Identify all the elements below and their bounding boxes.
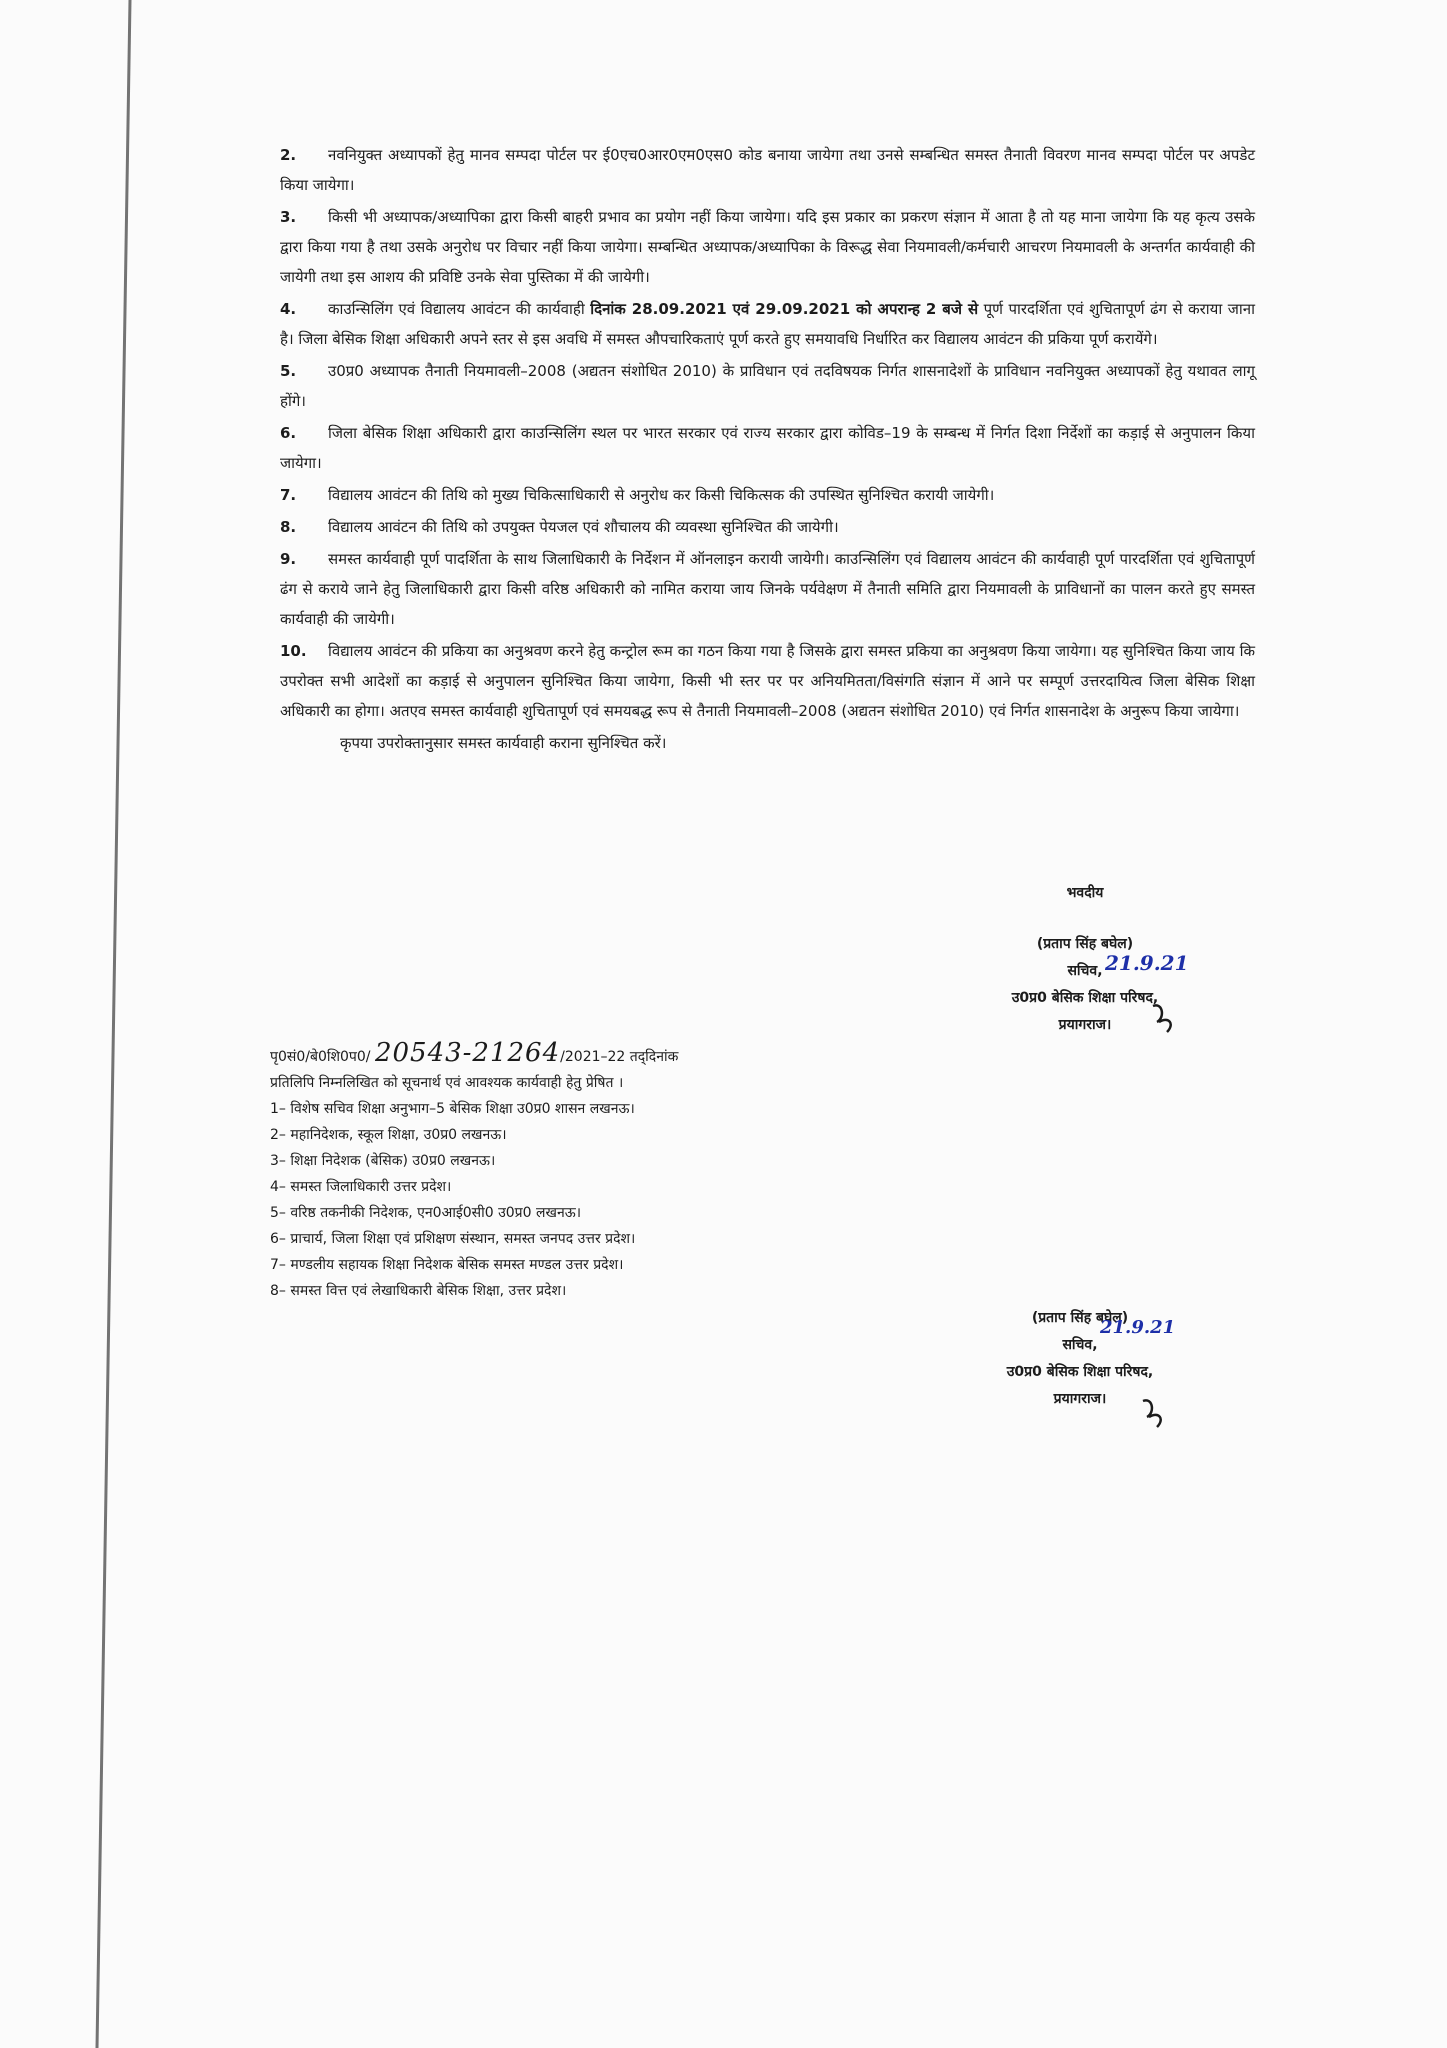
initials-signature	[1145, 998, 1185, 1038]
paragraph-number: 8.	[280, 518, 297, 536]
paragraph-text: जिला बेसिक शिक्षा अधिकारी द्वारा काउन्सिलिंग स्थल पर भारत सरकार एवं राज्य सरकार द्वारा कोविड–19 के सम्बन्ध में निर्गत दिशा निर्देशों का कड़ाई से अनुपालन किया जायेगा।	[280, 424, 1255, 472]
paragraph-10	[280, 636, 1255, 726]
paragraph-2	[280, 140, 1255, 200]
reference-and-copy-block	[270, 1040, 920, 1304]
copy-to-item: 6– प्राचार्य, जिला शिक्षा एवं प्रशिक्षण संस्थान, समस्त जनपद उत्तर प्रदेश।	[270, 1231, 636, 1247]
copy-to-item: 4– समस्त जिलाधिकारी उत्तर प्रदेश।	[270, 1179, 452, 1195]
reference-line	[270, 1040, 920, 1070]
signatory-office: उ0प्र0 बेसिक शिक्षा परिषद,	[1011, 990, 1159, 1006]
copy-to-item: 1– विशेष सचिव शिक्षा अनुभाग–5 बेसिक शिक्षा उ0प्र0 शासन लखनऊ।	[270, 1101, 635, 1117]
copy-to-item: 8– समस्त वित्त एवं लेखाधिकारी बेसिक शिक्षा, उत्तर प्रदेश।	[270, 1283, 567, 1299]
signatory-name: (प्रताप सिंह बघेल)	[1036, 936, 1134, 952]
signatory-city: प्रयागराज।	[1058, 1017, 1112, 1033]
signature-block-primary	[955, 880, 1215, 1039]
paragraph-text: विद्यालय आवंटन की तिथि को मुख्य चिकित्साधिकारी से अनुरोध कर किसी चिकित्सक की उपस्थित सुनिश्चित करायी जायेगी।	[328, 486, 995, 504]
paragraph-number: 5.	[280, 362, 297, 380]
paragraph-6	[280, 418, 1255, 478]
paragraph-number: 7.	[280, 486, 297, 504]
initials-signature	[1135, 1393, 1175, 1433]
reference-number-handwritten: 20543-21264	[374, 1038, 561, 1068]
salutation: भवदीय	[1066, 885, 1104, 901]
paragraph-7	[280, 480, 1255, 510]
paragraph-date-emphasis: दिनांक 28.09.2021 एवं 29.09.2021 को अपरान्ह 2 बजे से	[590, 300, 979, 318]
copy-to-item: 7– मण्डलीय सहायक शिक्षा निदेशक बेसिक समस्त मण्डल उत्तर प्रदेश।	[270, 1257, 624, 1273]
paragraph-number: 10.	[280, 642, 307, 660]
signatory-city: प्रयागराज।	[1053, 1391, 1107, 1407]
paragraph-text: किसी भी अध्यापक/अध्यापिका द्वारा किसी बाहरी प्रभाव का प्रयोग नहीं किया जायेगा। यदि इस प्रकार का प्रकरण संज्ञान में आता है तो यह माना जायेगा कि यह कृत्य उसके द्वारा किया गया है तथा उसके अनुरोध पर विचार नहीं किया जायेगा। सम्बन्धित अध्यापक/अध्यापिका के विरूद्ध सेवा नियमावली/कर्मचारी आचरण नियमावली के अन्तर्गत कार्यवाही की जायेगी तथा इस आशय की प्रविष्टि उनके सेवा पुस्तिका में की जायेगी।	[280, 208, 1255, 286]
reference-suffix: /2021–22 तद्‌दिनांक	[560, 1049, 679, 1065]
copy-to-item: 3– शिक्षा निदेशक (बेसिक) उ0प्र0 लखनऊ।	[270, 1153, 496, 1169]
letter-body	[280, 140, 1255, 760]
handwritten-date: 21.9.21	[1105, 951, 1189, 975]
paragraph-text: काउन्सिलिंग एवं विद्यालय आवंटन की कार्यवाही	[328, 300, 591, 318]
paragraph-3	[280, 202, 1255, 292]
paragraph-number: 9.	[280, 550, 297, 568]
paragraph-5	[280, 356, 1255, 416]
paragraph-text: विद्यालय आवंटन की प्रकिया का अनुश्रवण करने हेतु कन्ट्रोल रूम का गठन किया गया है जिसके द्वारा समस्त प्रकिया का अनुश्रवण किया जायेगा। यह सुनिश्चित किया जाय कि उपरोक्त सभी आदेशों का कड़ाई से अनुपालन सुनिश्चित किया जायेगा, किसी भी स्तर पर पर अनियमितता/विसंगति संज्ञान में आने पर सम्पूर्ण उत्तरदायित्व जिला बेसिक शिक्षा अधिकारी का होगा। अतएव समस्त कार्यवाही शुचितापूर्ण एवं समयबद्ध रूप से तैनाती नियमावली–2008 (अद्यतन संशोधित 2010) एवं निर्गत शासनादेश के अनुरूप किया जायेगा।	[280, 642, 1255, 720]
copy-intro: प्रतिलिपि निम्नलिखित को सूचनार्थ एवं आवश्यक कार्यवाही हेतु प्रेषित ।	[270, 1075, 624, 1091]
paragraph-text-continued: पूर्ण पारदर्शिता एवं शुचितापूर्ण ढंग से कराया जाना है। जिला बेसिक शिक्षा अधिकारी अपने स्तर से इस अवधि में समस्त औपचारिकताएं पूर्ण करते हुए समयावधि निर्धारित कर विद्यालय आवंटन की प्रकिया पूर्ण करायेंगे।	[280, 300, 1255, 348]
closing-line: कृपया उपरोक्तानुसार समस्त कार्यवाही कराना सुनिश्चित करें।	[340, 734, 667, 752]
paragraph-4	[280, 294, 1255, 354]
paragraph-number: 3.	[280, 208, 297, 226]
signature-block-secondary	[950, 1305, 1210, 1413]
paragraph-text: उ0प्र0 अध्यापक तैनाती नियमावली–2008 (अद्यतन संशोधित 2010) के प्राविधान एवं तदविषयक निर्गत शासनादेशों के प्राविधान नवनियुक्त अध्यापकों हेतु यथावत लागू होंगे।	[280, 362, 1255, 410]
signatory-office: उ0प्र0 बेसिक शिक्षा परिषद,	[1006, 1364, 1154, 1380]
paragraph-9	[280, 544, 1255, 634]
paragraph-number: 2.	[280, 146, 297, 164]
signatory-designation: सचिव,	[1067, 963, 1103, 979]
paragraph-text: विद्यालय आवंटन की तिथि को उपयुक्त पेयजल एवं शौचालय की व्यवस्था सुनिश्चित की जायेगी।	[328, 518, 839, 536]
copy-to-item: 2– महानिदेशक, स्कूल शिक्षा, उ0प्र0 लखनऊ।	[270, 1127, 507, 1143]
paragraph-text: नवनियुक्त अध्यापकों हेतु मानव सम्पदा पोर्टल पर ई0एच0आर0एम0एस0 कोड बनाया जायेगा तथा उनसे सम्बन्धित समस्त तैनाती विवरण मानव सम्पदा पोर्टल पर अपडेट किया जायेगा।	[280, 146, 1255, 194]
copy-to-item: 5– वरिष्ठ तकनीकी निदेशक, एन0आई0सी0 उ0प्र0 लखनऊ।	[270, 1205, 582, 1221]
paragraph-number: 6.	[280, 424, 297, 442]
handwritten-date: 21.9.21	[1100, 1317, 1176, 1338]
paragraph-text: समस्त कार्यवाही पूर्ण पादर्शिता के साथ जिलाधिकारी के निर्देशन में ऑनलाइन करायी जायेगी। काउन्सिलिंग एवं विद्यालय आवंटन की कार्यवाही पूर्ण पारदर्शिता एवं शुचितापूर्ण ढंग से कराये जाने हेतु जिलाधिकारी द्वारा किसी वरिष्ठ अधिकारी को नामित कराया जाय जिनके पर्यवेक्षण में तैनाती समिति द्वारा नियमावली के प्राविधानों का पालन करते हुए समस्त कार्यवाही की जायेगी।	[280, 550, 1255, 628]
signatory-name: (प्रताप सिंह बघेल)	[1031, 1310, 1129, 1326]
reference-prefix: पृ0सं0/बे0शि0प0/	[270, 1049, 371, 1065]
scan-edge-line	[95, 0, 135, 2048]
signatory-designation: सचिव,	[1062, 1337, 1098, 1353]
paragraph-8	[280, 512, 1255, 542]
paragraph-number: 4.	[280, 300, 297, 318]
